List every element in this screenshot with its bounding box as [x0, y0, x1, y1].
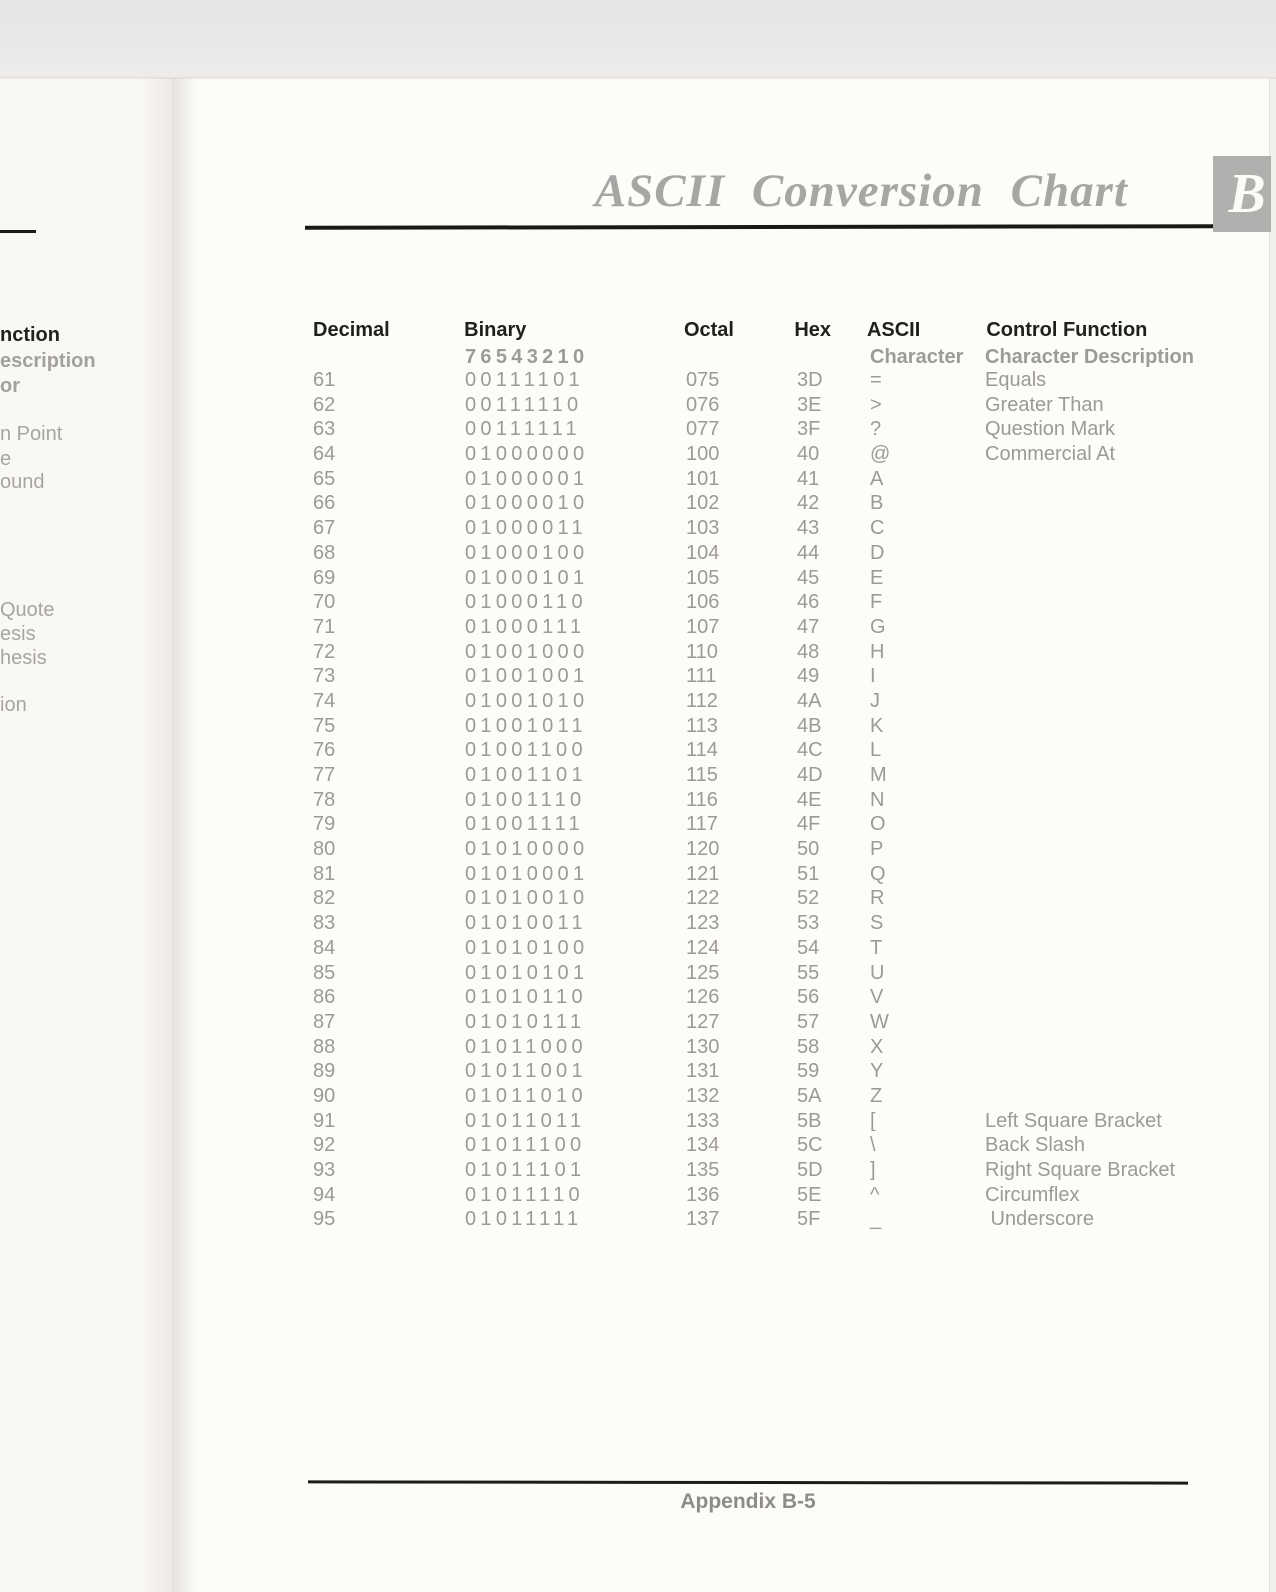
table-row: [313, 566, 1223, 591]
column-header-decimal: Decimal: [313, 319, 390, 341]
table-row: [313, 1133, 1223, 1158]
cell-description: [985, 566, 1223, 591]
cell-hex: 56: [797, 986, 820, 1009]
cell-description: Greater Than: [985, 393, 1104, 416]
cell-binary: 01000101: [465, 566, 589, 589]
cell-description: [985, 763, 1223, 788]
cell-description: Right Square Bracket: [985, 1159, 1176, 1181]
cell-octal: 075: [686, 369, 720, 391]
cell-decimal: 72: [313, 640, 336, 663]
cell-hex: 52: [797, 887, 820, 910]
cell-description: [985, 1059, 1223, 1084]
cell-hex: 4E: [797, 788, 822, 811]
table-row: [313, 862, 1223, 887]
cell-ascii: Q: [870, 862, 886, 885]
cell-ascii: K: [870, 714, 884, 737]
cell-hex: 51: [797, 862, 820, 885]
cell-hex: 44: [797, 541, 820, 564]
cell-decimal: 83: [313, 912, 336, 935]
cell-description: [985, 516, 1223, 541]
table-row: [313, 615, 1223, 640]
cell-octal: 100: [686, 443, 720, 466]
cell-octal: 103: [686, 517, 720, 540]
cell-hex: 55: [797, 961, 820, 984]
cell-binary: 01010001: [465, 862, 589, 885]
table-row: [313, 417, 1223, 442]
cell-description: [985, 664, 1223, 689]
page-title: ASCII Conversion Chart: [594, 165, 1128, 217]
cell-hex: 3F: [797, 418, 821, 441]
cell-octal: 110: [686, 640, 718, 663]
cell-octal: 111: [686, 665, 717, 688]
cell-decimal: 63: [313, 418, 336, 441]
cell-binary: 01000111: [465, 615, 586, 638]
table-row: [313, 763, 1223, 788]
cell-binary: 01001010: [465, 689, 589, 712]
cell-description: [985, 1035, 1223, 1060]
cell-decimal: 65: [313, 467, 336, 490]
cell-hex: 41: [797, 467, 820, 490]
cell-binary: 01000100: [465, 541, 589, 564]
cell-ascii: Y: [870, 1060, 884, 1083]
cell-decimal: 80: [313, 838, 336, 861]
cell-hex: 50: [797, 838, 820, 861]
facing-page-rule-fragment: [0, 230, 36, 233]
table-row: [313, 1059, 1223, 1084]
cell-description: [985, 714, 1223, 739]
cell-ascii: D: [870, 541, 885, 564]
cell-binary: 01001000: [465, 640, 589, 663]
cell-ascii: X: [870, 1035, 884, 1058]
cell-hex: 42: [797, 492, 820, 515]
cell-ascii: V: [870, 986, 884, 1009]
cell-binary: 01010110: [465, 986, 587, 1009]
cell-octal: 134: [686, 1134, 720, 1157]
cell-ascii: [: [870, 1109, 876, 1132]
cell-ascii: S: [870, 912, 884, 935]
cell-binary: 01000110: [465, 591, 587, 614]
page-bleed-text: nction: [0, 324, 60, 346]
cell-description: [985, 1084, 1223, 1109]
cell-decimal: 94: [313, 1183, 336, 1206]
cell-hex: 53: [797, 912, 820, 935]
cell-description: [985, 541, 1223, 566]
table-row: [313, 1084, 1223, 1109]
cell-octal: 104: [686, 541, 720, 564]
column-header-ascii: ASCII: [866, 319, 921, 341]
cell-octal: 131: [686, 1060, 720, 1083]
cell-octal: 107: [686, 615, 720, 638]
cell-decimal: 84: [313, 936, 336, 959]
cell-binary: 01010111: [465, 1010, 586, 1033]
cell-octal: 127: [686, 1010, 720, 1033]
cell-binary: 01000000: [465, 443, 589, 466]
cell-hex: 58: [797, 1035, 820, 1058]
table-row: [313, 886, 1223, 911]
cell-description: [985, 640, 1223, 665]
cell-octal: 101: [686, 467, 720, 490]
cell-ascii: I: [870, 665, 876, 688]
cell-decimal: 81: [313, 862, 336, 885]
cell-ascii: E: [870, 566, 884, 589]
cell-hex: 40: [797, 443, 820, 466]
cell-hex: 3D: [797, 369, 823, 391]
cell-description: [985, 862, 1223, 887]
cell-octal: 112: [686, 689, 718, 712]
cell-ascii: >: [870, 393, 882, 416]
cell-ascii: R: [870, 887, 885, 910]
cell-octal: 076: [686, 393, 720, 416]
cell-description: [985, 689, 1223, 714]
cell-binary: 01011010: [465, 1084, 587, 1107]
table-row: [313, 541, 1223, 566]
cell-hex: 59: [797, 1060, 820, 1083]
cell-description: Commercial At: [985, 443, 1116, 466]
column-header-control-function: Control Function: [986, 319, 1148, 341]
table-row: [313, 1035, 1223, 1060]
page-fold-shadow: [172, 78, 202, 1592]
footer-page-label: Appendix B-5: [680, 1490, 816, 1513]
cell-description: [985, 1010, 1223, 1035]
ascii-conversion-table: [313, 318, 1223, 1232]
section-tab-b: B: [1213, 156, 1271, 232]
cell-octal: 133: [686, 1109, 720, 1132]
table-row: [313, 467, 1223, 492]
cell-decimal: 87: [313, 1010, 336, 1033]
cell-description: Underscore: [985, 1208, 1094, 1231]
page-top-edge: [0, 77, 1276, 79]
cell-hex: 5D: [797, 1159, 823, 1181]
cell-decimal: 74: [313, 689, 336, 712]
table-row: [313, 664, 1223, 689]
table-row: [313, 689, 1223, 714]
cell-decimal: 62: [313, 393, 336, 416]
cell-ascii: ?: [870, 418, 882, 441]
cell-decimal: 93: [313, 1159, 336, 1181]
cell-ascii: @: [870, 443, 891, 466]
cell-octal: 123: [686, 912, 720, 935]
cell-hex: 5B: [797, 1109, 822, 1132]
cell-binary: 01001001: [465, 665, 589, 688]
cell-decimal: 85: [313, 961, 336, 984]
cell-octal: 121: [686, 862, 720, 885]
cell-description: [985, 911, 1223, 936]
cell-hex: 4A: [797, 689, 822, 712]
table-row: [313, 837, 1223, 862]
page-bleed-text: escription: [0, 350, 96, 372]
cell-octal: 137: [686, 1208, 720, 1231]
cell-ascii: B: [870, 492, 884, 515]
table-body: [313, 368, 1223, 1232]
cell-binary: 01000010: [465, 492, 589, 515]
table-row: [313, 985, 1223, 1010]
table-row: [313, 1207, 1223, 1232]
cell-binary: 01001011: [465, 714, 587, 737]
cell-octal: 106: [686, 591, 720, 614]
cell-octal: 114: [686, 739, 718, 762]
cell-decimal: 75: [313, 714, 336, 737]
cell-decimal: 88: [313, 1035, 336, 1058]
cell-description: Equals: [985, 369, 1047, 391]
cell-hex: 4B: [797, 714, 822, 737]
page-bleed-text: ound: [0, 471, 45, 493]
cell-ascii: A: [870, 467, 884, 490]
table-row: [313, 788, 1223, 813]
cell-ascii: P: [870, 838, 884, 861]
cell-ascii: _: [870, 1208, 882, 1231]
table-header-row: [313, 318, 1223, 345]
cell-octal: 102: [686, 492, 720, 515]
table-row: [313, 491, 1223, 516]
cell-ascii: N: [870, 788, 885, 811]
cell-decimal: 77: [313, 764, 336, 786]
cell-decimal: 70: [313, 591, 336, 614]
cell-octal: 120: [686, 838, 720, 861]
cell-ascii: ]: [870, 1159, 876, 1181]
cell-hex: 47: [797, 615, 820, 638]
cell-binary: 01011000: [465, 1035, 587, 1058]
page-bleed-text: ion: [0, 694, 27, 716]
cell-description: Left Square Bracket: [985, 1109, 1162, 1132]
cell-ascii: J: [870, 689, 880, 712]
cell-description: [985, 738, 1223, 763]
cell-ascii: \: [870, 1134, 876, 1157]
cell-ascii: C: [870, 517, 885, 540]
table-row: [313, 1158, 1223, 1183]
scanner-background-band: [0, 0, 1276, 78]
table-row: [313, 936, 1223, 961]
table-row: [313, 590, 1223, 615]
cell-ascii: W: [870, 1010, 889, 1033]
cell-hex: 49: [797, 665, 820, 688]
cell-decimal: 90: [313, 1084, 336, 1107]
column-header-octal: Octal: [683, 319, 734, 341]
cell-description: [985, 491, 1223, 516]
cell-binary: 01010010: [465, 887, 589, 910]
cell-binary: 01010000: [465, 838, 589, 861]
cell-ascii: T: [870, 936, 883, 959]
cell-ascii: O: [870, 813, 886, 836]
cell-description: [985, 936, 1223, 961]
cell-binary: 00111110: [465, 393, 583, 416]
table-row: [313, 961, 1223, 986]
cell-hex: 46: [797, 591, 820, 614]
cell-binary: 01011110: [465, 1183, 584, 1206]
page-bleed-text: e: [0, 448, 12, 470]
cell-description: [985, 467, 1223, 492]
cell-octal: 130: [686, 1035, 720, 1058]
cell-octal: 105: [686, 566, 720, 589]
cell-hex: 3E: [797, 393, 822, 416]
column-subheader-character-description: Character Description: [985, 346, 1194, 368]
cell-binary: 01011001: [465, 1060, 587, 1083]
cell-hex: 4C: [797, 739, 823, 762]
cell-decimal: 61: [313, 369, 336, 391]
cell-description: [985, 590, 1223, 615]
cell-ascii: Z: [870, 1084, 883, 1107]
cell-hex: 57: [797, 1010, 820, 1033]
cell-hex: 5F: [797, 1208, 821, 1231]
cell-octal: 132: [686, 1084, 720, 1107]
cell-description: Circumflex: [985, 1183, 1080, 1206]
cell-ascii: L: [870, 739, 882, 762]
cell-decimal: 89: [313, 1060, 336, 1083]
cell-decimal: 92: [313, 1134, 336, 1157]
table-subheader-row: [313, 345, 1223, 368]
page-bleed-text: hesis: [0, 647, 47, 669]
table-row: [313, 640, 1223, 665]
page-bleed-text: Quote: [0, 599, 55, 621]
cell-decimal: 71: [313, 615, 336, 638]
column-header-hex: Hex: [794, 319, 832, 341]
cell-binary: 01010101: [465, 961, 589, 984]
table-row: [313, 442, 1223, 467]
cell-decimal: 66: [313, 492, 336, 515]
cell-hex: 5C: [797, 1134, 823, 1157]
table-row: [313, 368, 1223, 393]
column-subheader-ascii-character: Character: [870, 346, 964, 368]
cell-binary: 01001110: [465, 788, 586, 811]
cell-hex: 4F: [797, 813, 821, 836]
cell-binary: 01011011: [465, 1109, 586, 1132]
cell-binary: 01010011: [465, 912, 587, 935]
cell-binary: 01011101: [465, 1159, 586, 1181]
cell-octal: 077: [686, 418, 720, 441]
cell-octal: 115: [686, 764, 718, 786]
cell-binary: 00111111: [465, 418, 581, 441]
cell-description: [985, 788, 1223, 813]
cell-hex: 5E: [797, 1183, 822, 1206]
cell-binary: 00111101: [465, 369, 584, 391]
column-header-binary: Binary: [464, 319, 527, 341]
cell-binary: 01000011: [465, 517, 587, 540]
cell-description: [985, 812, 1223, 837]
cell-binary: 01001101: [465, 764, 587, 786]
page-right-edge: [1269, 78, 1276, 1592]
cell-decimal: 78: [313, 788, 336, 811]
cell-hex: 5A: [797, 1084, 822, 1107]
table-row: [313, 1183, 1223, 1208]
table-row: [313, 516, 1223, 541]
page-bleed-text: n Point: [0, 423, 63, 445]
table-row: [313, 812, 1223, 837]
cell-octal: 122: [686, 887, 720, 910]
cell-decimal: 82: [313, 887, 336, 910]
cell-binary: 01001111: [465, 813, 584, 836]
cell-description: [985, 886, 1223, 911]
table-row: [313, 738, 1223, 763]
cell-octal: 117: [686, 813, 718, 836]
cell-octal: 125: [686, 961, 720, 984]
cell-octal: 126: [686, 986, 720, 1009]
table-row: [313, 1010, 1223, 1035]
cell-decimal: 86: [313, 986, 336, 1009]
cell-ascii: ^: [870, 1183, 880, 1206]
cell-decimal: 69: [313, 566, 336, 589]
cell-hex: 54: [797, 936, 820, 959]
cell-hex: 43: [797, 517, 820, 540]
cell-hex: 45: [797, 566, 820, 589]
cell-decimal: 79: [313, 813, 336, 836]
cell-hex: 48: [797, 640, 820, 663]
cell-ascii: M: [870, 764, 887, 786]
cell-ascii: G: [870, 615, 886, 638]
cell-decimal: 91: [313, 1109, 336, 1132]
cell-octal: 116: [686, 788, 718, 811]
cell-decimal: 95: [313, 1208, 336, 1231]
cell-decimal: 68: [313, 541, 336, 564]
cell-decimal: 76: [313, 739, 336, 762]
cell-binary: 01011100: [465, 1134, 586, 1157]
column-subheader-binary-bits: 76543210: [465, 346, 589, 368]
cell-ascii: F: [870, 591, 883, 614]
cell-binary: 01011111: [465, 1208, 583, 1231]
cell-description: Question Mark: [985, 418, 1116, 441]
page-bleed-text: or: [0, 375, 20, 397]
cell-binary: 01001100: [465, 739, 587, 762]
cell-ascii: H: [870, 640, 885, 663]
cell-decimal: 67: [313, 517, 336, 540]
cell-octal: 124: [686, 936, 720, 959]
table-row: [313, 393, 1223, 418]
cell-binary: 01010100: [465, 936, 589, 959]
cell-decimal: 64: [313, 443, 336, 466]
cell-description: [985, 837, 1223, 862]
cell-hex: 4D: [797, 764, 823, 786]
table-row: [313, 1109, 1223, 1134]
cell-octal: 135: [686, 1159, 720, 1181]
table-row: [313, 911, 1223, 936]
table-row: [313, 714, 1223, 739]
cell-binary: 01000001: [465, 467, 589, 490]
cell-decimal: 73: [313, 665, 336, 688]
page-bleed-text: esis: [0, 623, 36, 645]
facing-page-bleed-text: [0, 0, 172, 1592]
cell-ascii: =: [870, 369, 882, 391]
cell-description: [985, 985, 1223, 1010]
cell-description: [985, 961, 1223, 986]
cell-octal: 113: [686, 714, 718, 737]
cell-description: Back Slash: [985, 1134, 1086, 1157]
cell-ascii: U: [870, 961, 885, 984]
cell-octal: 136: [686, 1183, 720, 1206]
cell-description: [985, 615, 1223, 640]
